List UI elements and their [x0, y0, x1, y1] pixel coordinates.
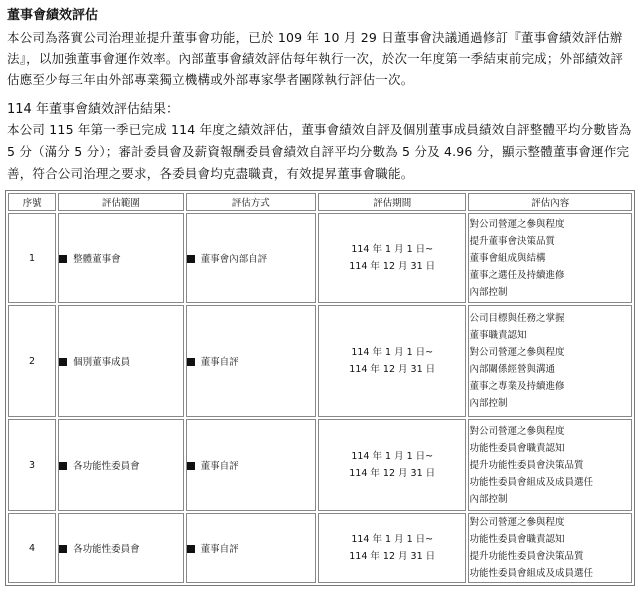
method-label: 董事自評 — [200, 544, 239, 555]
content-item: 董事之選任及持續進修 — [469, 269, 565, 281]
scope-label: 整體董事會 — [73, 254, 121, 265]
row-method — [186, 513, 316, 583]
row-period — [318, 419, 466, 511]
content-item: 對公司營運之參與程度 — [469, 218, 565, 230]
row-period — [318, 513, 466, 583]
row-scope — [58, 419, 183, 511]
content-item: 功能性委員會職責認知 — [469, 442, 565, 454]
row-period — [318, 213, 466, 303]
row-scope — [58, 213, 183, 303]
evaluation-table — [5, 190, 635, 586]
content-item: 提升功能性委員會決策品質 — [469, 551, 584, 562]
row-seq: 3 — [8, 419, 56, 511]
content-item: 功能性委員會職責認知 — [469, 534, 565, 545]
content-item: 內部控制 — [469, 398, 508, 409]
method-label: 董事自評 — [200, 357, 239, 368]
content-item: 內部控制 — [469, 493, 508, 505]
content-item: 董事職責認知 — [469, 330, 527, 341]
content-item: 對公司營運之參與程度 — [469, 425, 565, 437]
period-end: 114 年 12 月 31 日 — [349, 468, 436, 479]
period-start: 114 年 1 月 1 日~ — [351, 244, 434, 255]
scope-label: 各功能性委員會 — [73, 461, 140, 472]
bullet-square-icon — [59, 545, 67, 553]
content-item: 內部關係經營與溝通 — [469, 364, 555, 375]
row-seq: 4 — [8, 513, 56, 583]
row-scope — [58, 305, 183, 417]
row-seq: 1 — [8, 213, 56, 303]
content-item: 功能性委員會組成及成員選任 — [469, 568, 593, 579]
content-item: 提升董事會決策品質 — [469, 235, 555, 247]
table-header-row — [8, 193, 632, 211]
row-method — [186, 305, 316, 417]
content-item: 對公司營運之參與程度 — [469, 347, 565, 358]
period-start: 114 年 1 月 1 日~ — [351, 347, 434, 358]
bullet-square-icon — [187, 358, 195, 366]
header-seq: 序號 — [8, 193, 56, 211]
method-label: 董事會內部自評 — [200, 254, 268, 265]
content-item: 內部控制 — [469, 286, 508, 298]
row-content — [468, 305, 632, 417]
period-start: 114 年 1 月 1 日~ — [351, 534, 434, 545]
intro-paragraph: 本公司為落實公司治理並提升董事會功能，已於 109 年 10 月 29 日董事會決議通過修訂『董事會績效評估辦法』，以加強董事會運作效率。內部董事會績效評估每年執行一次，於次一年度第一季結束前完成；外部績效評估應至少每三年由外部專業獨立機構或外部專家學者團隊執行評估一次。 — [7, 30, 624, 87]
content-item: 公司目標與任務之掌握 — [469, 313, 565, 324]
row-content — [468, 213, 632, 303]
row-scope — [58, 513, 183, 583]
bullet-square-icon — [187, 545, 195, 553]
content-item: 功能性委員會組成及成員選任 — [469, 476, 593, 488]
row-seq: 2 — [8, 305, 56, 417]
method-label: 董事自評 — [200, 461, 239, 472]
period-start: 114 年 1 月 1 日~ — [351, 451, 434, 462]
bullet-square-icon — [187, 255, 195, 263]
row-content — [468, 513, 632, 583]
results-paragraph: 本公司 115 年第一季已完成 114 年度之績效評估，董事會績效自評及個別董事成員績效自評整體平均分數皆為 5 分（滿分 5 分）；審計委員會及薪資報酬委員會績效自評平均分數為 5 分及 4.96 分，顯示整體董事會運作完善，符合公司治理之要求，各委員會均克盡職責，有效提昇董事會職能。 — [7, 122, 632, 181]
scope-label: 個別董事成員 — [73, 357, 131, 368]
row-method — [186, 419, 316, 511]
period-end: 114 年 12 月 31 日 — [349, 551, 436, 562]
bullet-square-icon — [187, 462, 195, 470]
period-end: 114 年 12 月 31 日 — [349, 261, 436, 272]
header-content: 評估內容 — [468, 193, 632, 211]
table-row — [8, 213, 632, 303]
content-item: 董事之專業及持續進修 — [469, 381, 565, 392]
bullet-square-icon — [59, 462, 67, 470]
header-scope: 評估範圍 — [58, 193, 183, 211]
content-item: 董事會組成與結構 — [469, 252, 546, 264]
table-row — [8, 305, 632, 417]
row-content — [468, 419, 632, 511]
content-item: 提升功能性委員會決策品質 — [469, 459, 584, 471]
bullet-square-icon — [59, 358, 67, 366]
section-heading: 董事會績效評估 — [7, 8, 99, 23]
row-period — [318, 305, 466, 417]
header-method: 評估方式 — [186, 193, 316, 211]
row-method — [186, 213, 316, 303]
table-row — [8, 419, 632, 511]
bullet-square-icon — [59, 255, 67, 263]
header-period: 評估期間 — [318, 193, 466, 211]
content-item: 對公司營運之參與程度 — [469, 517, 565, 528]
results-heading: 114 年董事會績效評估結果： — [7, 102, 179, 117]
period-end: 114 年 12 月 31 日 — [349, 364, 436, 375]
table-row — [8, 513, 632, 583]
scope-label: 各功能性委員會 — [73, 544, 140, 555]
